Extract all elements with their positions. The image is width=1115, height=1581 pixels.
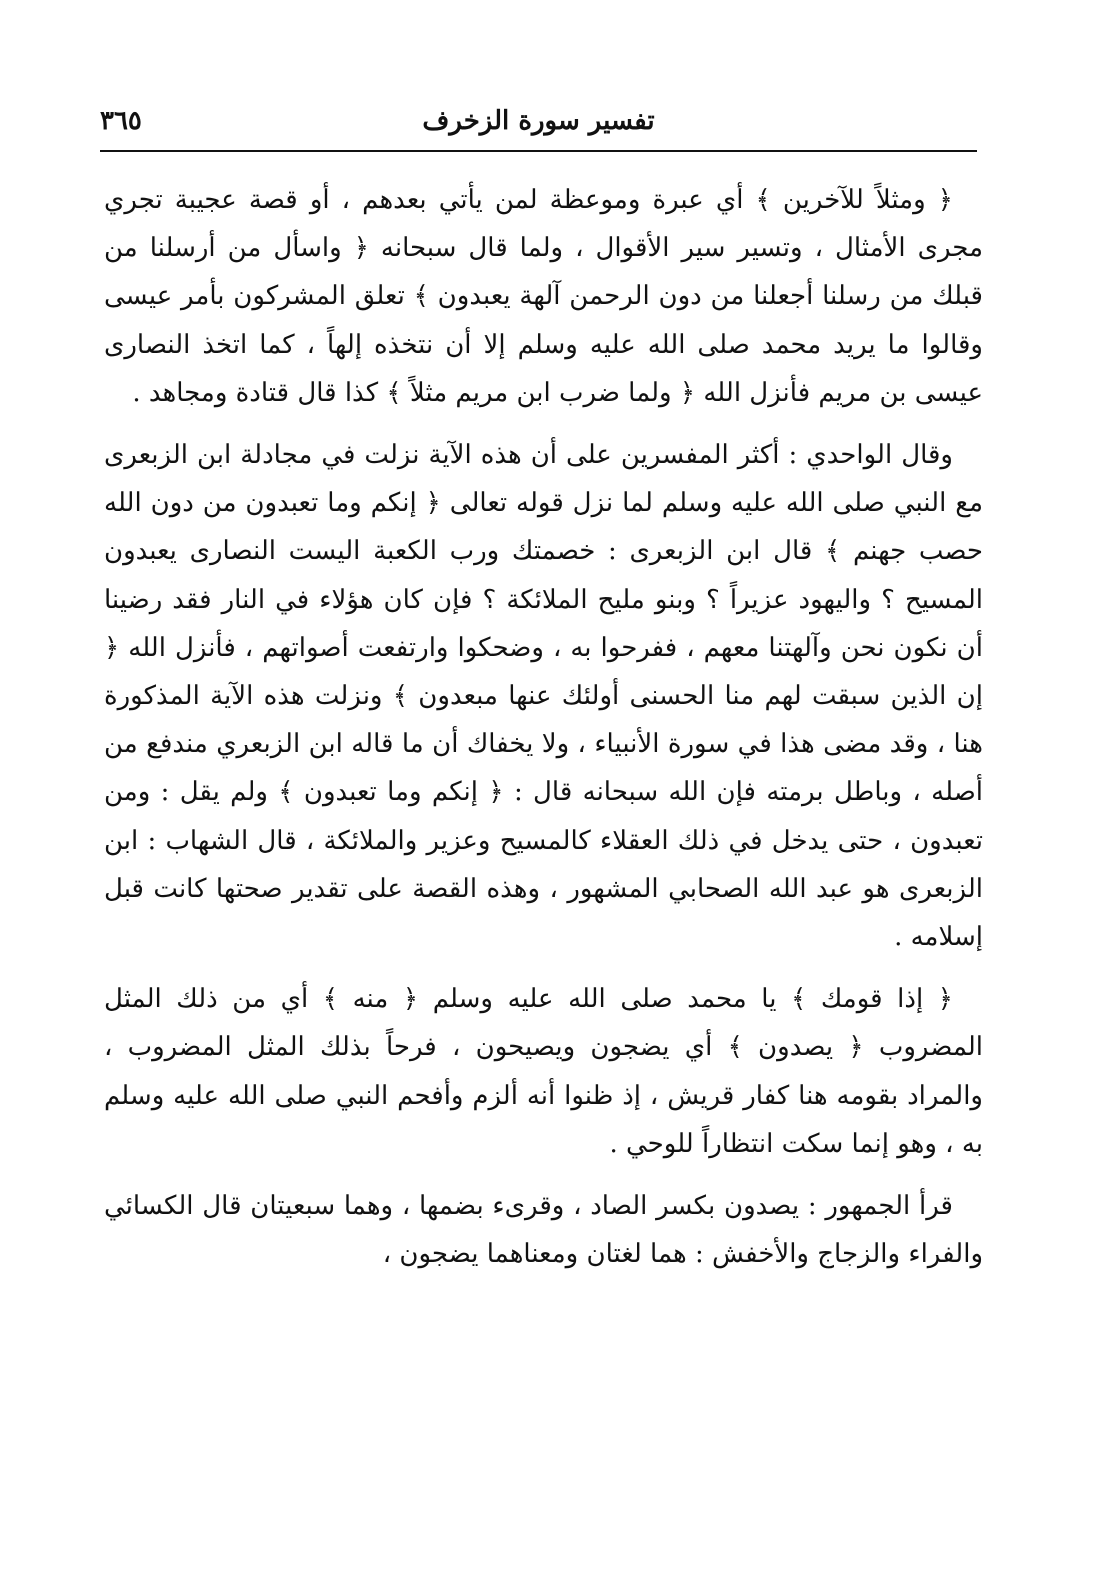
running-title: تفسير سورة الزخرف (422, 106, 655, 136)
paragraph-3: ﴿ إذا قومك ﴾ يا محمد صلى الله عليه وسلم ﴿ منه ﴾ أي من ذلك المثل المضروب ﴿ يصدون ﴾ أي يضجون ويصيحون ، فرحاً بذلك المثل المضروب ، والمراد بقومه هنا كفار قريش ، إذ ظنوا أنه ألزم وأفحم النبي صلى الله عليه وسلم به ، وهو إنما سكت انتظاراً للوحي . (104, 984, 983, 1159)
body-text (104, 176, 983, 1292)
paragraph-4: قرأ الجمهور : يصدون بكسر الصاد ، وقرىء بضمها ، وهما سبعيتان قال الكسائي والفراء والزجاج والأخفش : هما لغتان ومعناهما يضجون ، (104, 1191, 983, 1270)
page-header (100, 96, 977, 150)
page-number: ٣٦٥ (100, 106, 142, 136)
paragraph-1: ﴿ ومثلاً للآخرين ﴾ أي عبرة وموعظة لمن يأتي بعدهم ، أو قصة عجيبة تجري مجرى الأمثال ، وتسير سير الأقوال ، ولما قال سبحانه ﴿ واسأل من أرسلنا من قبلك من رسلنا أجعلنا من دون الرحمن آلهة يعبدون ﴾ تعلق المشركون بأمر عيسى وقالوا ما يريد محمد صلى الله عليه وسلم إلا أن نتخذه إلهاً ، كما اتخذ النصارى عيسى بن مريم فأنزل الله ﴿ ولما ضرب ابن مريم مثلاً ﴾ كذا قال قتادة ومجاهد . (104, 185, 983, 408)
header-rule (100, 150, 977, 152)
paragraph-2: وقال الواحدي : أكثر المفسرين على أن هذه الآية نزلت في مجادلة ابن الزبعرى مع النبي صلى الله عليه وسلم لما نزل قوله تعالى ﴿ إنكم وما تعبدون من دون الله حصب جهنم ﴾ قال ابن الزبعرى : خصمتك ورب الكعبة اليست النصارى يعبدون المسيح ؟ واليهود عزيراً ؟ وبنو مليح الملائكة ؟ فإن كان هؤلاء في النار فقد رضينا أن نكون نحن وآلهتنا معهم ، ففرحوا به ، وضحكوا وارتفعت أصواتهم ، فأنزل الله ﴿ إن الذين سبقت لهم منا الحسنى أولئك عنها مبعدون ﴾ ونزلت هذه الآية المذكورة هنا ، وقد مضى هذا في سورة الأنبياء ، ولا يخفاك أن ما قاله ابن الزبعري مندفع من أصله ، وباطل برمته فإن الله سبحانه قال : ﴿ إنكم وما تعبدون ﴾ ولم يقل : ومن تعبدون ، حتى يدخل في ذلك العقلاء كالمسيح وعزير والملائكة ، قال الشهاب : ابن الزبعرى هو عبد الله الصحابي المشهور ، وهذه القصة على تقدير صحتها كانت قبل إسلامه . (104, 440, 984, 953)
